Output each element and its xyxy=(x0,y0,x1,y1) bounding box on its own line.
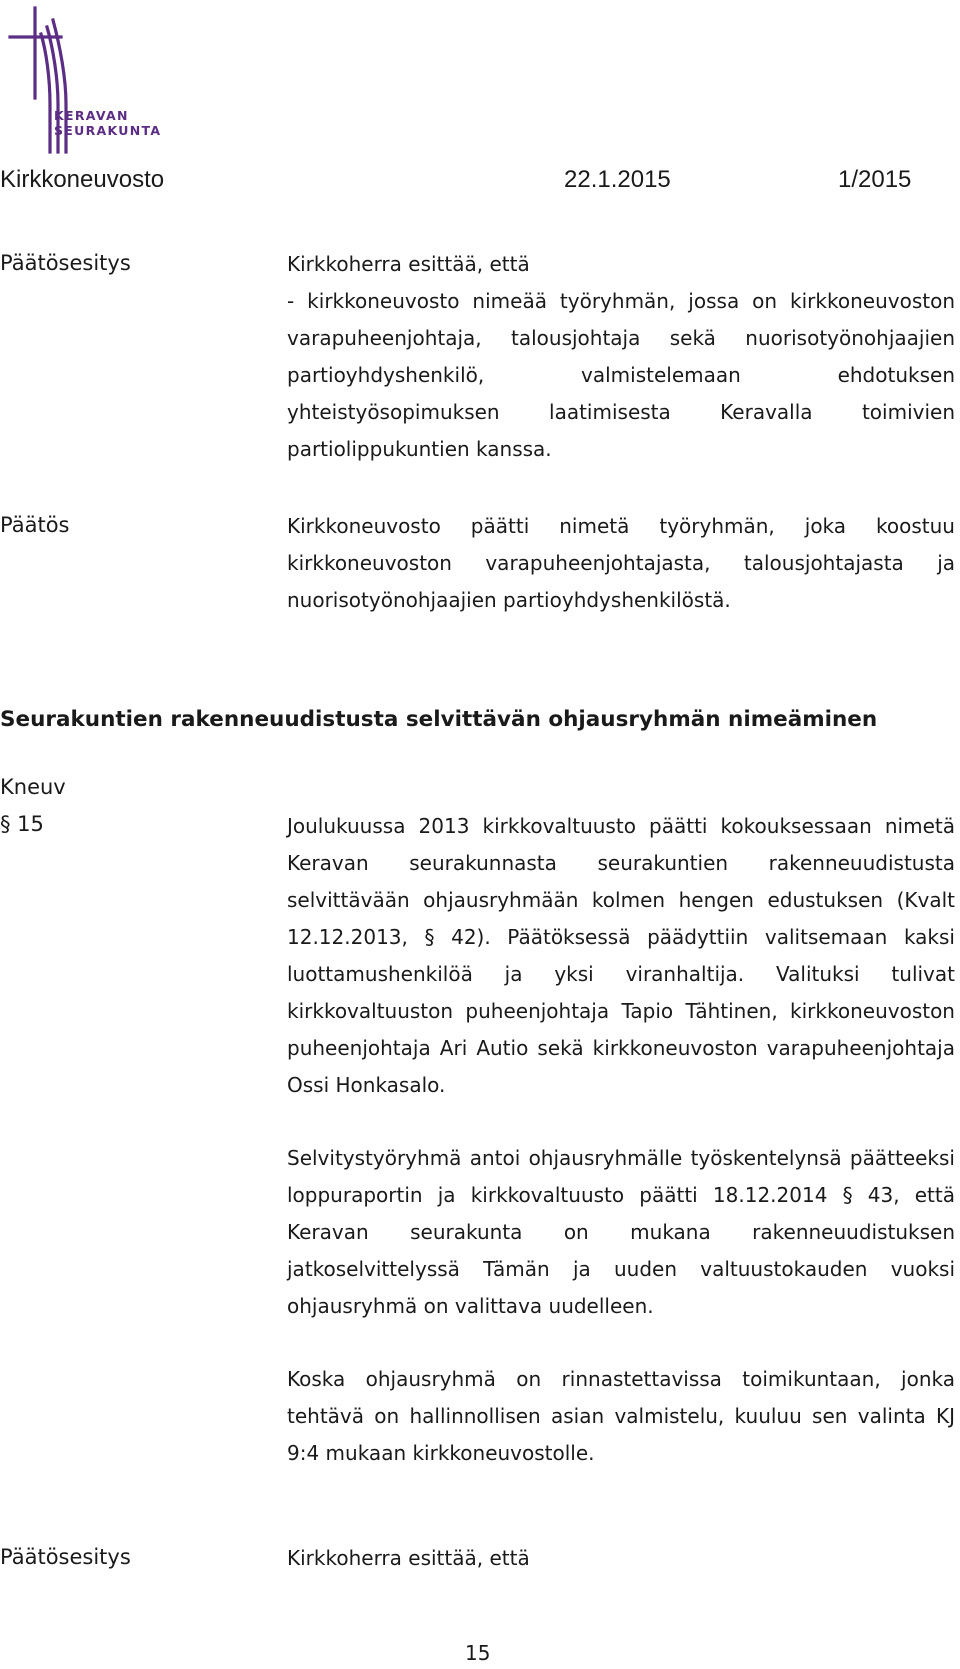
section3-intro: Kirkkoherra esittää, että xyxy=(287,1546,530,1570)
section1-intro: Kirkkoherra esittää, että xyxy=(287,252,530,276)
paragraph-2 xyxy=(287,1140,955,1325)
section2-text xyxy=(287,508,955,619)
section1-text xyxy=(287,246,955,468)
paragraph-1 xyxy=(287,808,955,1104)
page-number: 15 xyxy=(465,1641,491,1665)
section3-label: Päätösesitys xyxy=(0,1545,131,1569)
logo-line-1: KERAVAN xyxy=(54,108,129,123)
paragraph-3 xyxy=(287,1361,955,1472)
logo-line-2: SEURAKUNTA xyxy=(54,123,162,138)
section1-label: Päätösesitys xyxy=(0,251,131,275)
section2-body: Kirkkoneuvosto päätti nimetä työryhmän, joka koostuu kirkkoneuvoston varapuheenjohtajasta, talousjohtajasta ja nuorisotyönohjaajien partioyhdyshenkilöstä. xyxy=(287,514,955,612)
paragraph-3-text: Koska ohjausryhmä on rinnastettavissa toimikuntaan, jonka tehtävä on hallinnollisen asian valmistelu, kuuluu sen valinta KJ 9:4 mukaan kirkkoneuvostolle. xyxy=(287,1367,955,1465)
paragraph-1-text: Joulukuussa 2013 kirkkovaltuusto päätti kokouksessaan nimetä Keravan seurakunnasta seurakuntien rakenneuudistusta selvittävään ohjausryhmään kolmen hengen edustuksen (Kvalt 12.12.2013, § 42). Päätöksessä päädyttiin valitsemaan kaksi luottamushenkilöä ja yksi viranhaltija. Valituksi tulivat kirkkovaltuuston puheenjohtaja Tapio Tähtinen, kirkkoneuvoston puheenjohtaja Ari Autio sekä kirkkoneuvoston varapuheenjohtaja Ossi Honkasalo. xyxy=(287,814,955,1097)
section-title: Seurakuntien rakenneuudistusta selvittävän ohjausryhmän nimeäminen xyxy=(0,707,878,732)
paragraph-2-text: Selvitystyöryhmä antoi ohjausryhmälle työskentelynsä päätteeksi loppuraportin ja kirkkovaltuusto päätti 18.12.2014 § 43, että Keravan seurakunta on mukana rakenneuudistuksen jatkoselvittelyssä Tämän ja uuden valtuustokauden vuoksi ohjausryhmä on valittava uudelleen. xyxy=(287,1146,955,1318)
section2-label: Päätös xyxy=(0,513,70,537)
paragraph-number: § 15 xyxy=(0,812,44,836)
section3-text xyxy=(287,1540,955,1577)
header-date: 22.1.2015 xyxy=(564,166,671,193)
section1-body: - kirkkoneuvosto nimeää työryhmän, jossa on kirkkoneuvoston varapuheenjohtaja, talousjohtaja sekä nuorisotyönohjaajien partioyhdyshenkilö, valmistelemaan ehdotuksen yhteistyösopimuksen laatimisesta Keravalla toimivien partiolippukuntien kanssa. xyxy=(287,289,955,461)
header-number: 1/2015 xyxy=(838,166,912,193)
logo-text xyxy=(54,108,161,138)
kneuv-label: Kneuv xyxy=(0,775,66,799)
header-org: Kirkkoneuvosto xyxy=(0,166,165,193)
